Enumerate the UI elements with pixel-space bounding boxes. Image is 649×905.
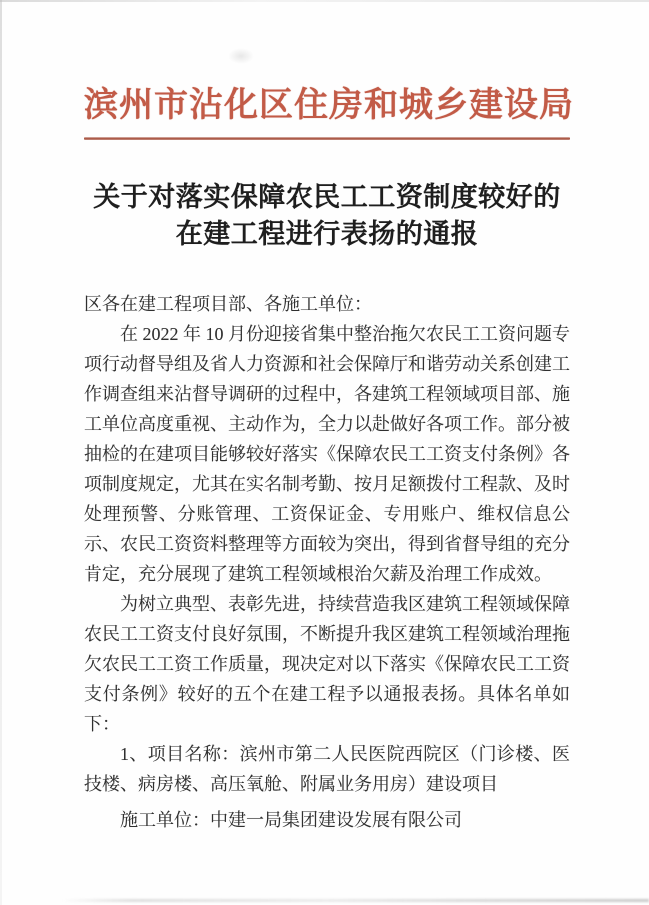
body-paragraph: 施工单位：中建一局集团建设发展有限公司 (120, 810, 462, 830)
body-paragraph: 1、项目名称：滨州市第二人民医院西院区（门诊楼、医技楼、病房楼、高压氧舱、附属业务用房）建设项目 (84, 744, 570, 794)
body-paragraph: 为树立典型、表彰先进，持续营造我区建筑工程领域保障农民工工资支付良好氛围，不断提升我区建筑工程领域治理拖欠农民工工资工作质量，现决定对以下落实《保障农民工工资支付条例》较好的五个在建工程予以通报表扬。具体名单如下： (84, 594, 570, 734)
scan-artifact-smudge (228, 48, 254, 64)
scan-edge-left (0, 0, 2, 905)
scan-edge-top (0, 0, 649, 2)
scan-shadow-bottom (62, 899, 649, 902)
document-body (84, 289, 570, 835)
document-title: 关于对落实保障农民工工资制度较好的在建工程进行表扬的通报 (93, 182, 561, 249)
red-rule (84, 137, 570, 140)
body-paragraph: 在 2022 年 10 月份迎接省集中整治拖欠农民工工资问题专项行动督导组及省人力资源和社会保障厅和谐劳动关系创建工作调查组来沾督导调研的过程中，各建筑工程领域项目部、施工单位高度重视、主动作为，全力以赴做好各项工作。部分被抽检的在建项目能够较好落实《保障农民工工资支付条例》各项制度规定，尤其在实名制考勤、按月足额拨付工程款、及时处理预警、分账管理、工资保证金、专用账户、维权信息公示、农民工资资料整理等方面较为突出，得到省督导组的充分肯定，充分展现了建筑工程领域根治欠薪及治理工作成效。 (84, 324, 570, 584)
salutation: 区各在建工程项目部、各施工单位： (84, 294, 372, 314)
agency-name: 滨州市沾化区住房和城乡建设局 (84, 87, 574, 124)
